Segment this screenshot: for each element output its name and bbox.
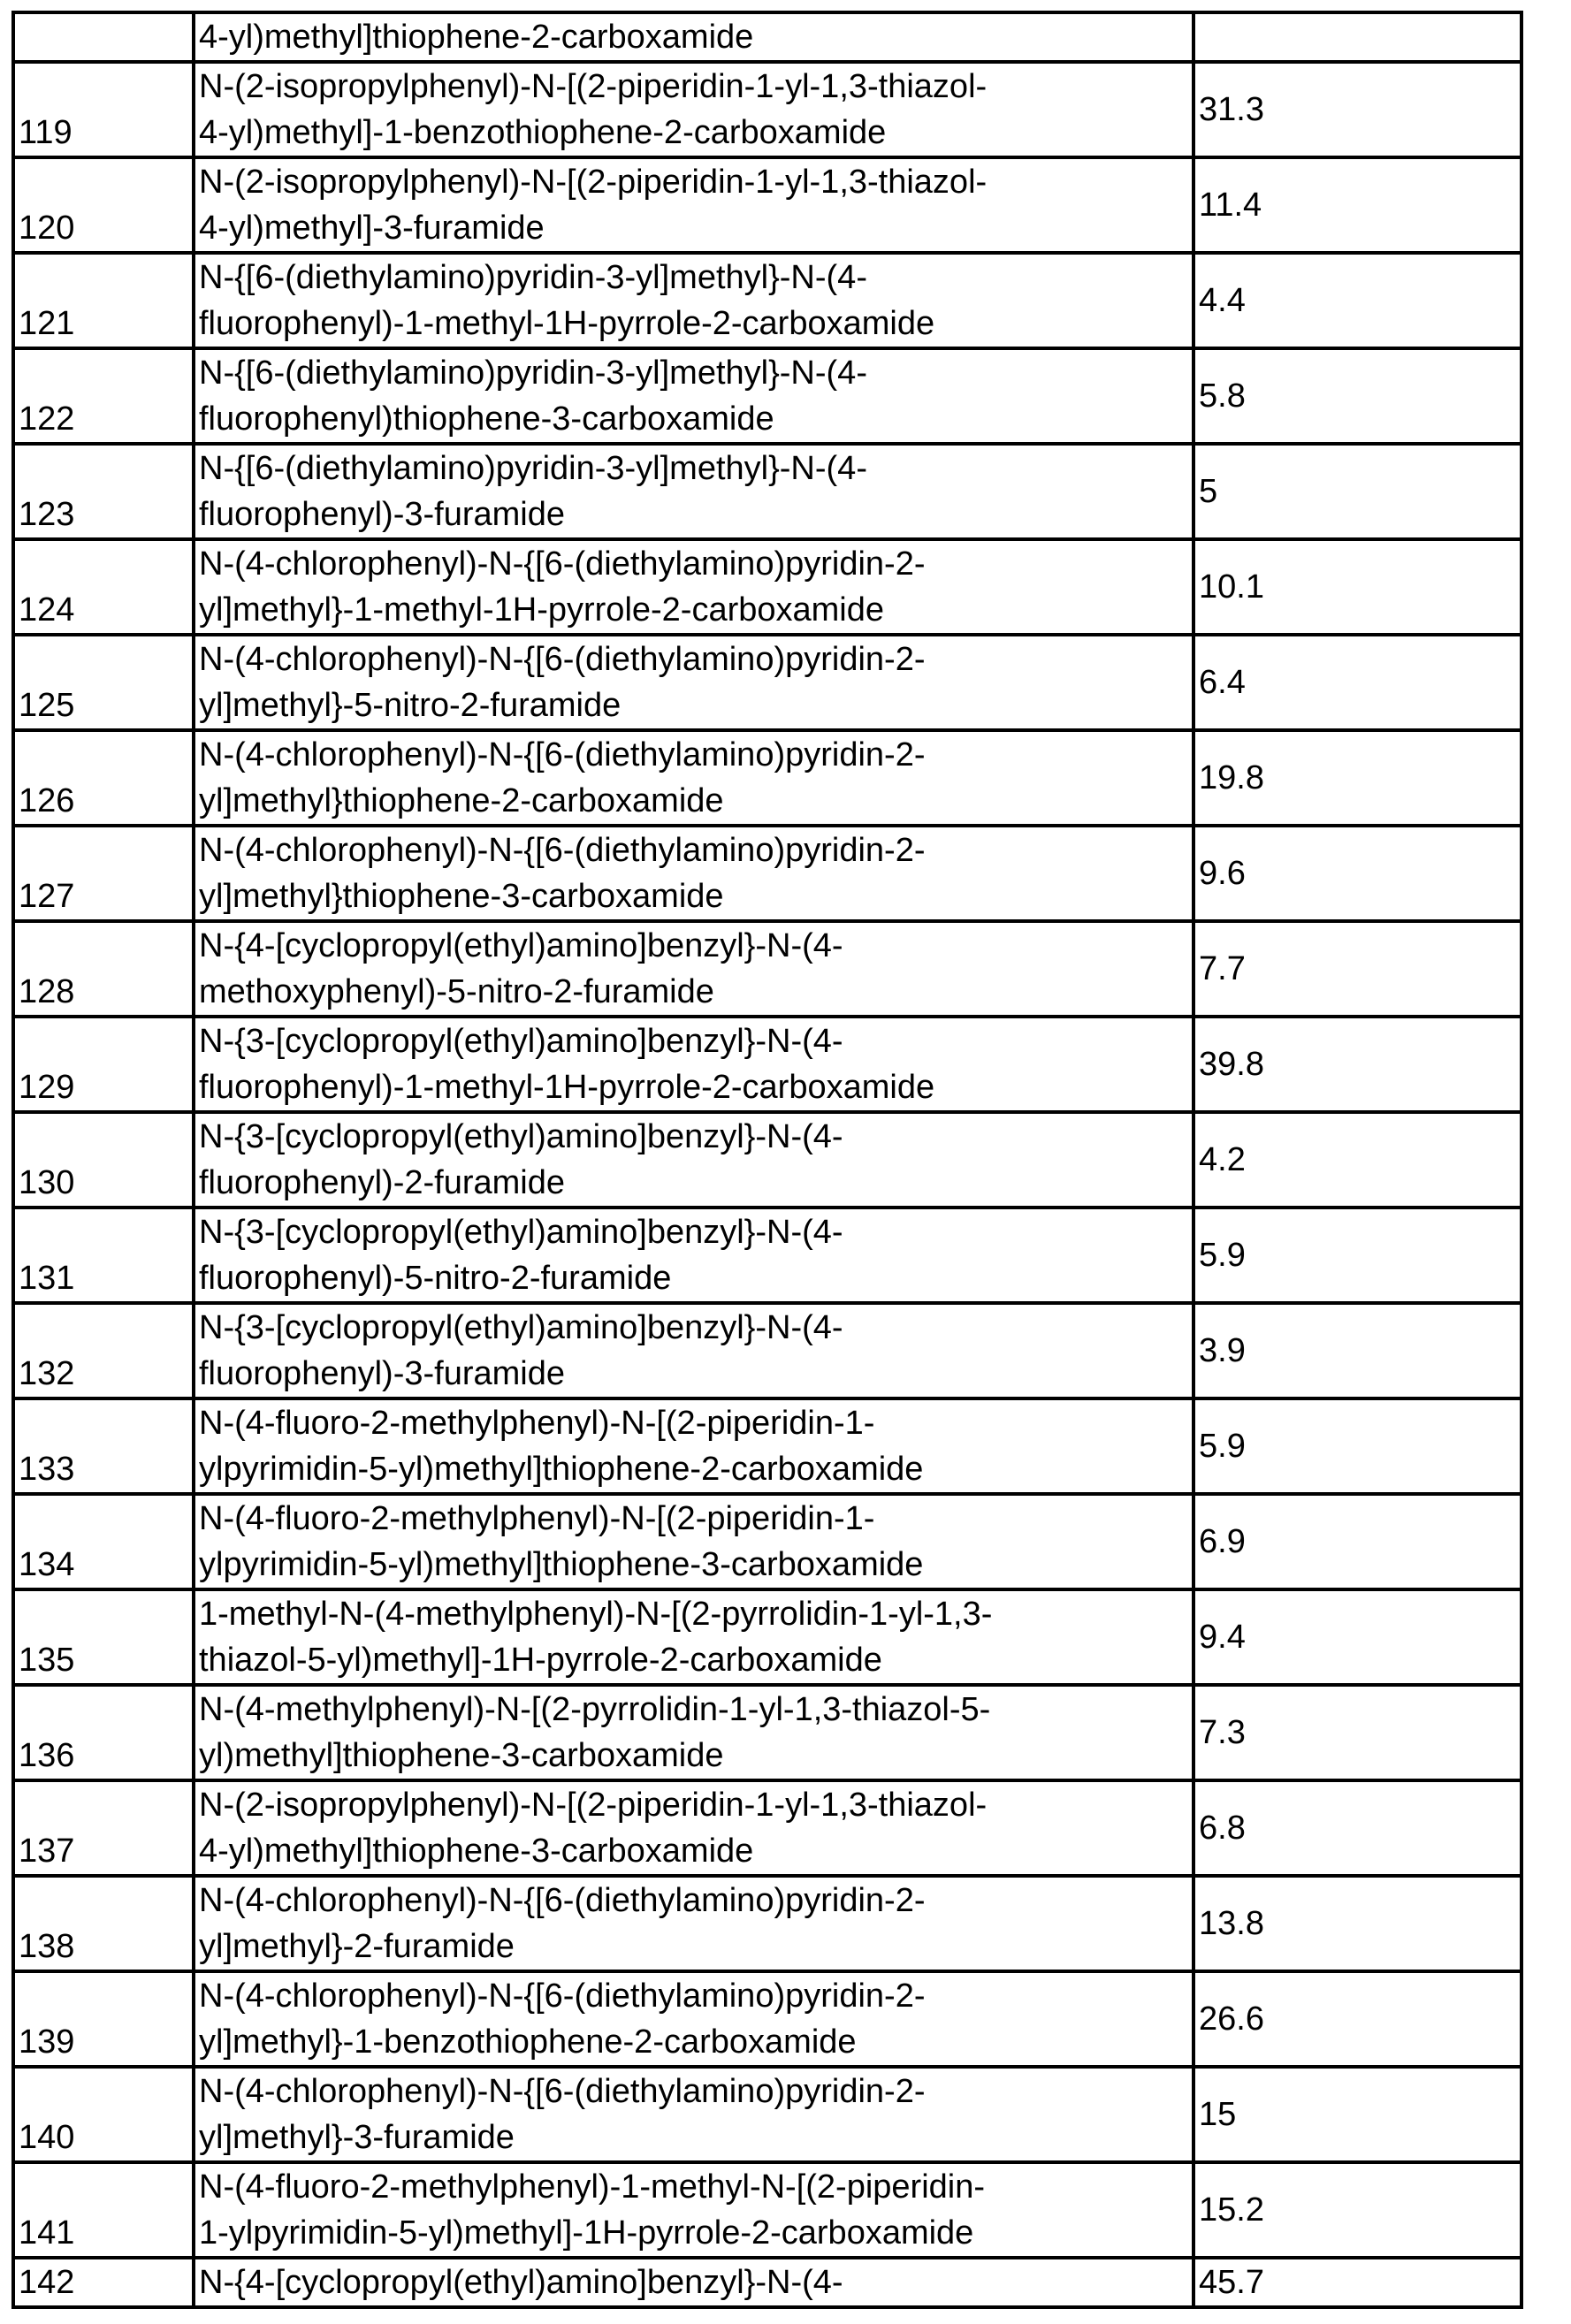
- compound-name-line: N-(2-isopropylphenyl)-N-[(2-piperidin-1-yl-1,3-thiazol-: [199, 64, 1192, 110]
- compound-id-cell: 125: [13, 635, 194, 730]
- table-row: [13, 62, 1521, 157]
- table-row: [13, 348, 1521, 444]
- compound-name-cell: [194, 635, 1194, 730]
- compound-name-line: N-(4-fluoro-2-methylphenyl)-1-methyl-N-[(2-piperidin-: [199, 2164, 1192, 2210]
- compound-name-cell: [194, 921, 1194, 1017]
- compound-name-line: 4-yl)methyl]-1-benzothiophene-2-carboxamide: [199, 110, 1192, 156]
- table-row: [13, 1017, 1521, 1112]
- compound-name-line: yl]methyl}-3-furamide: [199, 2114, 1192, 2160]
- compound-name-line: N-(4-chlorophenyl)-N-{[6-(diethylamino)pyridin-2-: [199, 636, 1192, 682]
- compound-name-cell: [194, 444, 1194, 539]
- table-row: [13, 921, 1521, 1017]
- compound-name-cell: [194, 1685, 1194, 1780]
- table-row: [13, 1589, 1521, 1685]
- value-cell: 6.9: [1194, 1494, 1521, 1589]
- compound-name-line: ylpyrimidin-5-yl)methyl]thiophene-2-carboxamide: [199, 1446, 1192, 1492]
- table-row: [13, 2258, 1521, 2307]
- compound-id-cell: 132: [13, 1303, 194, 1398]
- compound-id-cell: 140: [13, 2067, 194, 2162]
- value-cell: 5: [1194, 444, 1521, 539]
- compound-name-line: fluorophenyl)-1-methyl-1H-pyrrole-2-carboxamide: [199, 301, 1192, 347]
- table-row: [13, 12, 1521, 62]
- value-cell: 26.6: [1194, 1971, 1521, 2067]
- compound-name-line: N-(4-chlorophenyl)-N-{[6-(diethylamino)pyridin-2-: [199, 732, 1192, 778]
- table-row: [13, 1208, 1521, 1303]
- compound-name-cell: [194, 2162, 1194, 2258]
- value-cell: 5.9: [1194, 1208, 1521, 1303]
- compound-name-cell: [194, 730, 1194, 826]
- value-cell: 4.2: [1194, 1112, 1521, 1208]
- compound-name-line: N-(4-methylphenyl)-N-[(2-pyrrolidin-1-yl-1,3-thiazol-5-: [199, 1687, 1192, 1733]
- compound-id-cell: 124: [13, 539, 194, 635]
- compound-name-line: N-{3-[cyclopropyl(ethyl)amino]benzyl}-N-(4-: [199, 1018, 1192, 1064]
- compound-name-line: ylpyrimidin-5-yl)methyl]thiophene-3-carboxamide: [199, 1542, 1192, 1588]
- compound-name-cell: [194, 1494, 1194, 1589]
- compound-id-cell: 129: [13, 1017, 194, 1112]
- compound-name-line: 4-yl)methyl]thiophene-2-carboxamide: [199, 14, 1192, 60]
- compound-name-cell: [194, 2258, 1194, 2307]
- compound-name-line: N-{4-[cyclopropyl(ethyl)amino]benzyl}-N-(4-: [199, 2259, 1192, 2305]
- compound-name-cell: [194, 1876, 1194, 1971]
- compound-name-line: N-(4-chlorophenyl)-N-{[6-(diethylamino)pyridin-2-: [199, 827, 1192, 873]
- compound-name-cell: [194, 1017, 1194, 1112]
- compound-name-line: yl]methyl}thiophene-3-carboxamide: [199, 873, 1192, 919]
- compound-name-cell: [194, 12, 1194, 62]
- table-row: [13, 826, 1521, 921]
- compound-id-cell: 126: [13, 730, 194, 826]
- compound-name-line: 1-methyl-N-(4-methylphenyl)-N-[(2-pyrrolidin-1-yl-1,3-: [199, 1591, 1192, 1637]
- compound-name-cell: [194, 1398, 1194, 1494]
- compound-id-cell: 120: [13, 157, 194, 253]
- compound-name-line: N-{3-[cyclopropyl(ethyl)amino]benzyl}-N-(4-: [199, 1305, 1192, 1351]
- compound-id-cell: 141: [13, 2162, 194, 2258]
- value-cell: 15: [1194, 2067, 1521, 2162]
- value-cell: 3.9: [1194, 1303, 1521, 1398]
- compound-name-cell: [194, 1112, 1194, 1208]
- table-row: [13, 1971, 1521, 2067]
- compound-name-line: N-(4-chlorophenyl)-N-{[6-(diethylamino)pyridin-2-: [199, 2069, 1192, 2114]
- table-row: [13, 1494, 1521, 1589]
- compound-name-line: fluorophenyl)thiophene-3-carboxamide: [199, 396, 1192, 442]
- compound-name-cell: [194, 2067, 1194, 2162]
- value-cell: 5.8: [1194, 348, 1521, 444]
- compound-id-cell: 133: [13, 1398, 194, 1494]
- compound-name-line: N-(4-fluoro-2-methylphenyl)-N-[(2-piperidin-1-: [199, 1400, 1192, 1446]
- value-cell: 10.1: [1194, 539, 1521, 635]
- value-cell: 9.4: [1194, 1589, 1521, 1685]
- compound-id-cell: 136: [13, 1685, 194, 1780]
- compound-name-line: N-(4-chlorophenyl)-N-{[6-(diethylamino)pyridin-2-: [199, 1878, 1192, 1924]
- compound-name-cell: [194, 826, 1194, 921]
- value-cell: 19.8: [1194, 730, 1521, 826]
- table-row: [13, 1685, 1521, 1780]
- compound-name-line: fluorophenyl)-3-furamide: [199, 1351, 1192, 1397]
- value-cell: 39.8: [1194, 1017, 1521, 1112]
- compound-name-cell: [194, 253, 1194, 348]
- compound-id-cell: 127: [13, 826, 194, 921]
- compound-id-cell: 123: [13, 444, 194, 539]
- compound-name-line: yl]methyl}-1-benzothiophene-2-carboxamide: [199, 2019, 1192, 2065]
- compound-id-cell: 119: [13, 62, 194, 157]
- compound-id-cell: 121: [13, 253, 194, 348]
- compound-id-cell: 131: [13, 1208, 194, 1303]
- value-cell: 4.4: [1194, 253, 1521, 348]
- compound-name-cell: [194, 1780, 1194, 1876]
- compound-id-cell: 135: [13, 1589, 194, 1685]
- compound-id-cell: 130: [13, 1112, 194, 1208]
- value-cell: 13.8: [1194, 1876, 1521, 1971]
- value-cell: 9.6: [1194, 826, 1521, 921]
- compound-name-cell: [194, 1303, 1194, 1398]
- value-cell: 11.4: [1194, 157, 1521, 253]
- compound-name-cell: [194, 1208, 1194, 1303]
- compound-name-line: fluorophenyl)-2-furamide: [199, 1160, 1192, 1206]
- compound-name-line: fluorophenyl)-1-methyl-1H-pyrrole-2-carboxamide: [199, 1064, 1192, 1110]
- compound-name-cell: [194, 1589, 1194, 1685]
- value-cell: [1194, 12, 1521, 62]
- value-cell: 45.7: [1194, 2258, 1521, 2307]
- value-cell: 5.9: [1194, 1398, 1521, 1494]
- compound-name-line: yl]methyl}-5-nitro-2-furamide: [199, 682, 1192, 728]
- compound-name-line: 1-ylpyrimidin-5-yl)methyl]-1H-pyrrole-2-carboxamide: [199, 2210, 1192, 2256]
- compound-name-cell: [194, 1971, 1194, 2067]
- compound-name-line: N-(2-isopropylphenyl)-N-[(2-piperidin-1-yl-1,3-thiazol-: [199, 1782, 1192, 1828]
- value-cell: 7.3: [1194, 1685, 1521, 1780]
- compound-name-line: N-(4-fluoro-2-methylphenyl)-N-[(2-piperidin-1-: [199, 1496, 1192, 1542]
- table-row: [13, 2162, 1521, 2258]
- compound-name-line: yl]methyl}-1-methyl-1H-pyrrole-2-carboxamide: [199, 587, 1192, 633]
- compound-name-line: N-{[6-(diethylamino)pyridin-3-yl]methyl}-N-(4-: [199, 350, 1192, 396]
- compound-name-cell: [194, 62, 1194, 157]
- table-row: [13, 1112, 1521, 1208]
- table-row: [13, 444, 1521, 539]
- table-row: [13, 730, 1521, 826]
- table-row: [13, 539, 1521, 635]
- compound-name-line: yl]methyl}thiophene-2-carboxamide: [199, 778, 1192, 824]
- table-row: [13, 1780, 1521, 1876]
- compound-table: [11, 11, 1523, 2309]
- compound-name-cell: [194, 348, 1194, 444]
- compound-name-line: N-{3-[cyclopropyl(ethyl)amino]benzyl}-N-(4-: [199, 1114, 1192, 1160]
- compound-name-line: N-(2-isopropylphenyl)-N-[(2-piperidin-1-yl-1,3-thiazol-: [199, 159, 1192, 205]
- table-row: [13, 1303, 1521, 1398]
- compound-id-cell: 134: [13, 1494, 194, 1589]
- compound-name-line: N-(4-chlorophenyl)-N-{[6-(diethylamino)pyridin-2-: [199, 1973, 1192, 2019]
- compound-name-line: N-{[6-(diethylamino)pyridin-3-yl]methyl}-N-(4-: [199, 255, 1192, 301]
- value-cell: 6.4: [1194, 635, 1521, 730]
- compound-id-cell: 137: [13, 1780, 194, 1876]
- compound-table-body: [13, 12, 1521, 2307]
- compound-id-cell: 128: [13, 921, 194, 1017]
- compound-name-line: fluorophenyl)-3-furamide: [199, 491, 1192, 537]
- compound-name-line: N-(4-chlorophenyl)-N-{[6-(diethylamino)pyridin-2-: [199, 541, 1192, 587]
- table-row: [13, 253, 1521, 348]
- compound-name-line: 4-yl)methyl]-3-furamide: [199, 205, 1192, 251]
- table-row: [13, 2067, 1521, 2162]
- compound-id-cell: 138: [13, 1876, 194, 1971]
- compound-name-line: N-{[6-(diethylamino)pyridin-3-yl]methyl}-N-(4-: [199, 446, 1192, 491]
- compound-id-cell: [13, 12, 194, 62]
- compound-name-cell: [194, 539, 1194, 635]
- value-cell: 7.7: [1194, 921, 1521, 1017]
- compound-name-line: thiazol-5-yl)methyl]-1H-pyrrole-2-carboxamide: [199, 1637, 1192, 1683]
- table-row: [13, 635, 1521, 730]
- value-cell: 6.8: [1194, 1780, 1521, 1876]
- compound-id-cell: 139: [13, 1971, 194, 2067]
- compound-name-line: 4-yl)methyl]thiophene-3-carboxamide: [199, 1828, 1192, 1874]
- value-cell: 15.2: [1194, 2162, 1521, 2258]
- compound-name-cell: [194, 157, 1194, 253]
- compound-id-cell: 122: [13, 348, 194, 444]
- compound-id-cell: 142: [13, 2258, 194, 2307]
- table-row: [13, 1398, 1521, 1494]
- compound-name-line: yl)methyl]thiophene-3-carboxamide: [199, 1733, 1192, 1779]
- compound-name-line: fluorophenyl)-5-nitro-2-furamide: [199, 1255, 1192, 1301]
- value-cell: 31.3: [1194, 62, 1521, 157]
- table-row: [13, 157, 1521, 253]
- table-row: [13, 1876, 1521, 1971]
- compound-name-line: yl]methyl}-2-furamide: [199, 1924, 1192, 1970]
- compound-name-line: N-{4-[cyclopropyl(ethyl)amino]benzyl}-N-(4-: [199, 923, 1192, 969]
- compound-name-line: N-{3-[cyclopropyl(ethyl)amino]benzyl}-N-(4-: [199, 1209, 1192, 1255]
- compound-name-line: methoxyphenyl)-5-nitro-2-furamide: [199, 969, 1192, 1015]
